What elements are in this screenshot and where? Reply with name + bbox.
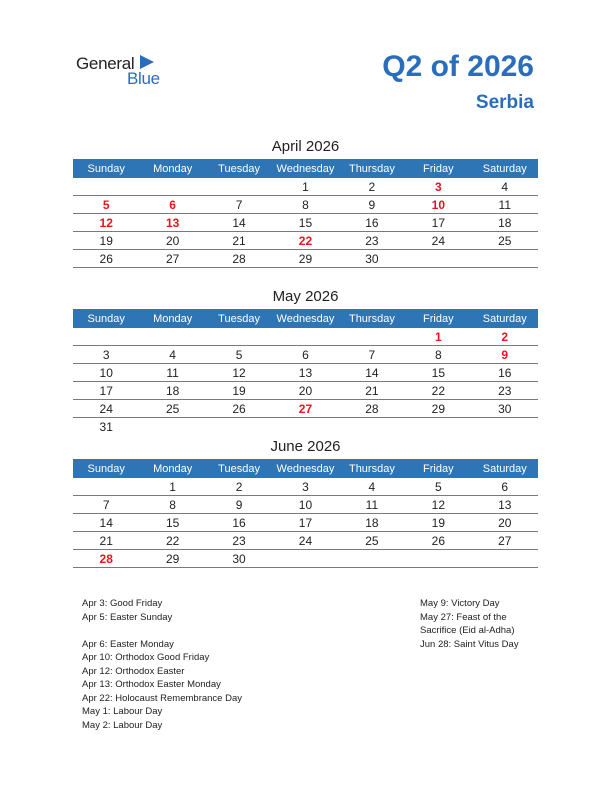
week-row [73, 178, 538, 196]
country-name: Serbia [475, 92, 534, 113]
weekday-header: Tuesday [206, 459, 272, 478]
weekday-header: Sunday [73, 459, 139, 478]
day-cell: 12 [73, 214, 139, 232]
day-cell: 20 [139, 232, 205, 250]
logo-text-general: General [76, 54, 135, 73]
day-cell: 19 [405, 514, 471, 532]
day-cell: 8 [405, 346, 471, 364]
empty-day-cell [272, 550, 338, 568]
day-cell: 5 [73, 196, 139, 214]
day-cell: 4 [139, 346, 205, 364]
empty-day-cell [472, 550, 538, 568]
day-cell: 11 [139, 364, 205, 382]
holiday-note: Apr 3: Good Friday [82, 598, 163, 609]
weekday-header: Wednesday [272, 309, 338, 328]
day-cell: 5 [405, 478, 471, 496]
day-cell: 10 [405, 196, 471, 214]
day-cell: 19 [206, 382, 272, 400]
day-cell: 28 [339, 400, 405, 418]
day-cell: 7 [339, 346, 405, 364]
empty-day-cell [206, 328, 272, 346]
weekday-header: Saturday [472, 459, 538, 478]
week-row [73, 328, 538, 346]
day-cell: 18 [139, 382, 205, 400]
day-cell: 29 [272, 250, 338, 268]
day-cell: 12 [405, 496, 471, 514]
week-row [73, 346, 538, 364]
day-cell: 2 [339, 178, 405, 196]
day-cell: 3 [73, 346, 139, 364]
day-cell: 27 [272, 400, 338, 418]
holiday-note: Apr 22: Holocaust Remembrance Day [82, 692, 242, 704]
empty-day-cell [73, 178, 139, 196]
empty-day-cell [206, 418, 272, 436]
day-cell: 25 [139, 400, 205, 418]
week-row [73, 382, 538, 400]
week-row [73, 478, 538, 496]
empty-day-cell [272, 418, 338, 436]
holiday-note: Apr 12: Orthodox Easter [82, 665, 185, 677]
week-row [73, 418, 538, 436]
day-cell: 29 [139, 550, 205, 568]
day-cell: 22 [139, 532, 205, 550]
holiday-note: Apr 6: Easter Monday [82, 638, 174, 650]
day-cell: 20 [272, 382, 338, 400]
weekday-header: Monday [139, 159, 205, 178]
day-cell: 21 [339, 382, 405, 400]
week-row [73, 250, 538, 268]
week-row [73, 514, 538, 532]
day-cell: 6 [272, 346, 338, 364]
day-cell: 15 [139, 514, 205, 532]
calendar-table [73, 159, 538, 268]
logo-flag-icon [140, 55, 154, 69]
note-spacer [82, 624, 242, 638]
day-cell: 7 [206, 196, 272, 214]
holiday-note: May 1: Labour Day [82, 706, 163, 717]
day-cell: 24 [272, 532, 338, 550]
day-cell: 21 [73, 532, 139, 550]
month-title: June 2026 [270, 438, 341, 455]
weekday-header: Saturday [472, 159, 538, 178]
weekday-header: Friday [405, 309, 471, 328]
day-cell: 27 [139, 250, 205, 268]
day-cell: 21 [206, 232, 272, 250]
holiday-note: Apr 5: Easter Sunday [82, 611, 173, 623]
empty-day-cell [139, 328, 205, 346]
calendar-table [73, 459, 538, 568]
day-cell: 9 [472, 346, 538, 364]
day-cell: 4 [339, 478, 405, 496]
month-title: May 2026 [272, 288, 339, 305]
day-cell: 15 [405, 364, 471, 382]
day-cell: 2 [206, 478, 272, 496]
week-row [73, 550, 538, 568]
day-cell: 28 [206, 250, 272, 268]
empty-day-cell [405, 550, 471, 568]
day-cell: 14 [339, 364, 405, 382]
weekday-header: Monday [139, 309, 205, 328]
day-cell: 12 [206, 364, 272, 382]
holiday-note: Jun 28: Saint Vitus Day [420, 638, 519, 650]
month-april [73, 137, 538, 268]
holiday-note: May 27: Feast of the [420, 611, 507, 623]
day-cell: 6 [139, 196, 205, 214]
empty-day-cell [339, 550, 405, 568]
day-cell: 2 [472, 328, 538, 346]
weekday-header: Thursday [339, 459, 405, 478]
empty-day-cell [139, 418, 205, 436]
week-row [73, 496, 538, 514]
day-cell: 25 [339, 532, 405, 550]
day-cell: 30 [472, 400, 538, 418]
holiday-notes-left [82, 597, 242, 732]
day-cell: 11 [339, 496, 405, 514]
day-cell: 1 [139, 478, 205, 496]
weekday-header: Monday [139, 459, 205, 478]
page-title: Q2 of 2026 [382, 50, 534, 83]
holiday-note: Sacrifice (Eid al-Adha) [420, 625, 515, 636]
holiday-note: Apr 10: Orthodox Good Friday [82, 652, 210, 663]
week-row [73, 196, 538, 214]
empty-day-cell [339, 418, 405, 436]
weekday-header: Friday [405, 459, 471, 478]
day-cell: 26 [405, 532, 471, 550]
day-cell: 10 [272, 496, 338, 514]
weekday-header: Saturday [472, 309, 538, 328]
day-cell: 1 [272, 178, 338, 196]
weekday-header: Tuesday [206, 309, 272, 328]
holiday-note: May 9: Victory Day [420, 598, 500, 609]
day-cell: 30 [339, 250, 405, 268]
logo [76, 52, 176, 88]
month-may [73, 287, 538, 435]
day-cell: 18 [472, 214, 538, 232]
holiday-notes-right [420, 597, 519, 651]
day-cell: 30 [206, 550, 272, 568]
empty-day-cell [405, 418, 471, 436]
day-cell: 14 [206, 214, 272, 232]
day-cell: 3 [272, 478, 338, 496]
day-cell: 31 [99, 419, 113, 434]
empty-day-cell [206, 178, 272, 196]
day-cell: 8 [139, 496, 205, 514]
weekday-header: Sunday [73, 159, 139, 178]
empty-day-cell [339, 328, 405, 346]
logo-text-blue: Blue [127, 69, 160, 88]
weekday-header: Wednesday [272, 159, 338, 178]
day-cell: 5 [206, 346, 272, 364]
day-cell: 7 [73, 496, 139, 514]
day-cell: 9 [206, 496, 272, 514]
day-cell: 18 [339, 514, 405, 532]
weekday-header: Friday [405, 159, 471, 178]
day-cell: 26 [73, 250, 139, 268]
day-cell: 15 [272, 214, 338, 232]
day-cell: 10 [73, 364, 139, 382]
day-cell: 11 [472, 196, 538, 214]
day-cell: 29 [405, 400, 471, 418]
month-june [73, 437, 538, 568]
day-cell: 23 [472, 382, 538, 400]
day-cell: 24 [405, 232, 471, 250]
day-cell: 8 [272, 196, 338, 214]
week-row [73, 214, 538, 232]
month-title: April 2026 [271, 138, 340, 155]
day-cell: 6 [472, 478, 538, 496]
weekday-header: Thursday [339, 159, 405, 178]
weekday-header: Thursday [339, 309, 405, 328]
day-cell: 1 [405, 328, 471, 346]
day-cell: 4 [472, 178, 538, 196]
day-cell: 22 [405, 382, 471, 400]
weekday-header: Wednesday [272, 459, 338, 478]
week-row [73, 232, 538, 250]
calendar-table [73, 309, 538, 435]
day-cell: 23 [339, 232, 405, 250]
day-cell: 13 [139, 214, 205, 232]
day-cell: 13 [272, 364, 338, 382]
day-cell: 19 [73, 232, 139, 250]
day-cell: 26 [206, 400, 272, 418]
empty-day-cell [73, 328, 139, 346]
day-cell: 16 [206, 514, 272, 532]
day-cell: 20 [472, 514, 538, 532]
day-cell: 17 [405, 214, 471, 232]
weekday-header: Sunday [73, 309, 139, 328]
day-cell: 28 [73, 550, 139, 568]
day-cell: 17 [272, 514, 338, 532]
day-cell: 9 [339, 196, 405, 214]
day-cell: 14 [73, 514, 139, 532]
day-cell: 22 [272, 232, 338, 250]
holiday-note: Apr 13: Orthodox Easter Monday [82, 679, 221, 690]
empty-day-cell [472, 418, 538, 436]
day-cell: 23 [206, 532, 272, 550]
day-cell: 3 [405, 178, 471, 196]
day-cell: 16 [339, 214, 405, 232]
day-cell: 13 [472, 496, 538, 514]
empty-day-cell [405, 250, 471, 268]
day-cell: 25 [472, 232, 538, 250]
weekday-header: Tuesday [206, 159, 272, 178]
empty-day-cell [139, 178, 205, 196]
week-row [73, 400, 538, 418]
day-cell: 24 [73, 400, 139, 418]
empty-day-cell [472, 250, 538, 268]
day-cell: 27 [472, 532, 538, 550]
empty-day-cell [73, 478, 139, 496]
holiday-note: May 2: Labour Day [82, 719, 163, 731]
week-row [73, 364, 538, 382]
empty-day-cell [272, 328, 338, 346]
day-cell: 16 [472, 364, 538, 382]
day-cell: 17 [73, 382, 139, 400]
week-row [73, 532, 538, 550]
